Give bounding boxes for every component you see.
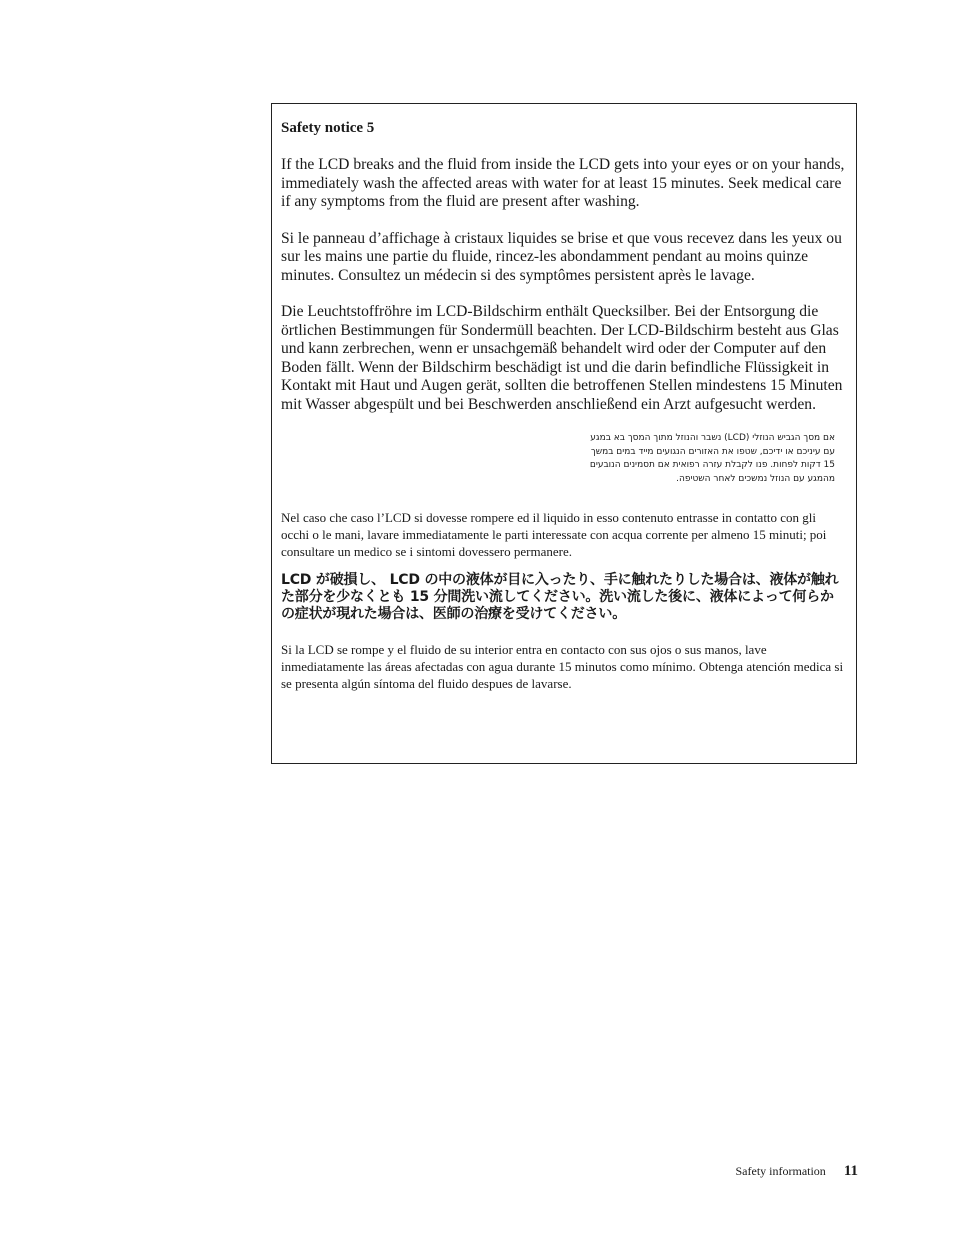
page-number: 11 [843,1163,858,1179]
notice-japanese: LCD が破損し、 LCD の中の液体が目に入ったり、手に触れたりした場合は、液体が触れた部分を少なくとも 15 分間洗い流してください。洗い流した後に、液体によって何らかの症状が現れた場合は、医師の治療を受けてください。 [281,572,839,622]
hebrew-line: מהמגע עם הנוזל נמשכים לאחר השטיפה. [676,473,835,484]
notice-german: Die Leuchtstoffröhre im LCD-Bildschirm enthält Quecksilber. Bei der Entsorgung die örtlichen Bestimmungen für Sondermüll beachten. Der LCD-Bildschirm besteht aus Glas und kann zerbrechen, wenn er unsachgemäß behandelt wird oder der Computer auf den Boden fällt. Wenn der Bildschirm beschädigt ist und die darin befindliche Flüssigkeit in Kontakt mit Haut und Augen gerät, sollten die betroffenen Stellen mindestens 15 Minuten mit Wasser abgespült und bei Beschwerden anschließend ein Arzt aufgesucht werden. [281,303,843,413]
hebrew-line: עם עיניכם או ידיכם, שטפו את האזורים הנגועים מייד במים במשך [590,446,835,457]
safety-notice-box [271,103,857,764]
page-footer [736,1163,859,1180]
hebrew-line: אם מסך הגביש הנוזלי (LCD) נשבר והנוזל מתוך המסך בא במגע [590,433,835,443]
footer-section-label: Safety information [735,1164,826,1178]
notice-hebrew [281,432,835,486]
notice-french: Si le panneau d’affichage à cristaux liquides se brise et que vous recevez dans les yeux ou sur les mains une partie du fluide, rincez-les abondamment pendant au moins quinze minutes. Consultez un médecin si des symptômes persistent après le lavage. [281,229,842,284]
notice-title: Safety notice 5 [281,120,375,136]
notice-italian: Nel caso che caso l’LCD si dovesse rompere ed il liquido in esso contenuto entrasse in contatto con gli occhi o le mani, lavare immediatamente le parti interessate con acqua corrente per almeno 15 minuti; poi consultare un medico se i sintomi dovessero permanere. [281,510,827,559]
notice-spanish: Si la LCD se rompe y el fluido de su interior entra en contacto con sus ojos o sus manos, lave inmediatamente las áreas afectadas con agua durante 15 minutos como mínimo. Obtenga atención medica si se presenta algún síntoma del fluido despues de lavarse. [281,642,844,691]
hebrew-line: 15 דקות לפחות. פנו לקבלת עזרה רפואית אם תסמינים הנובעים [589,460,835,470]
notice-english: If the LCD breaks and the fluid from inside the LCD gets into your eyes or on your hands, immediately wash the affected areas with water for at least 15 minutes. Seek medical care if any symptoms from the fluid are present after washing. [281,156,845,210]
